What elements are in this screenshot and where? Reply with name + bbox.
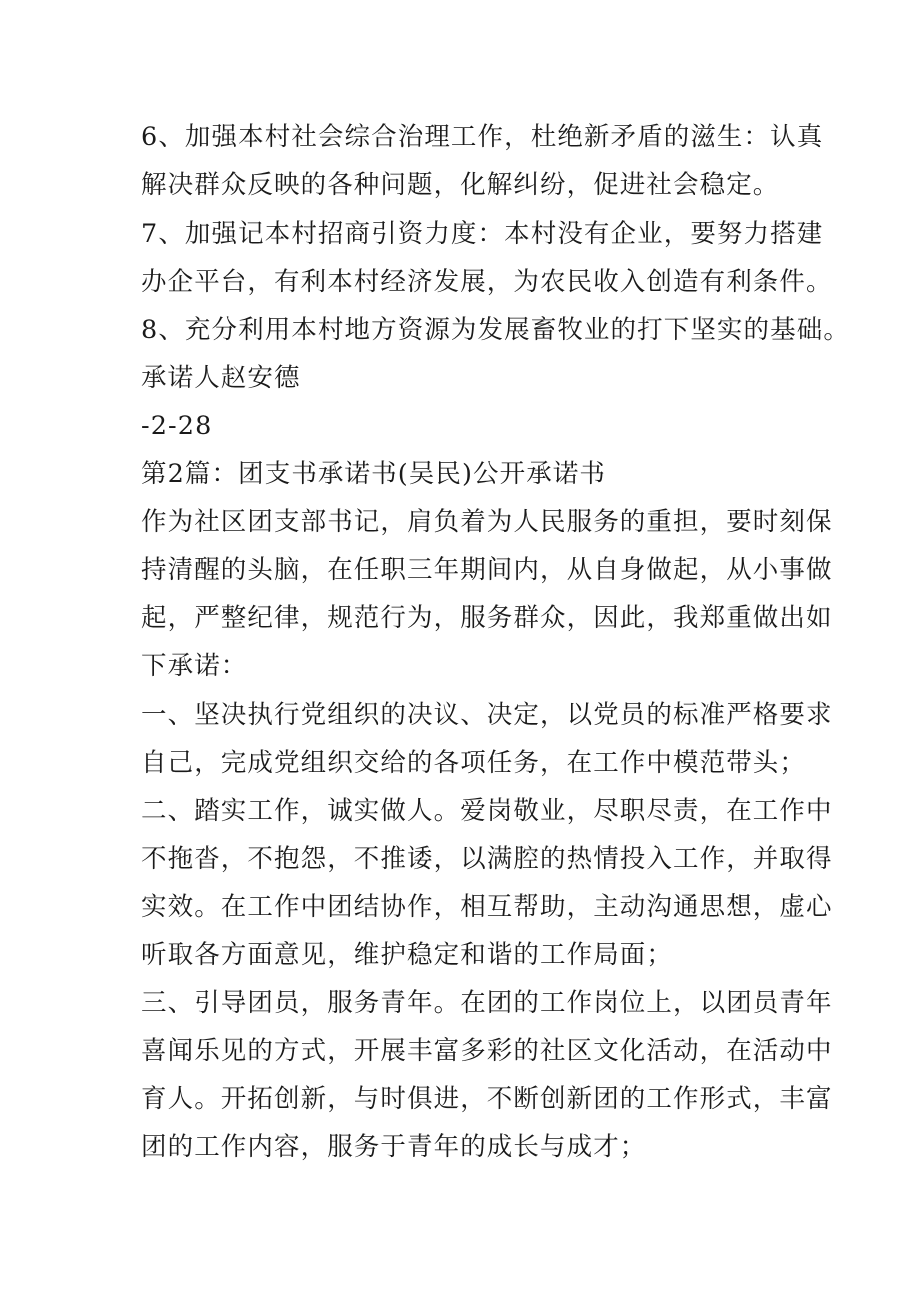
text-line: 二、踏实工作，诚实做人。爱岗敬业，尽职尽责，在工作中 (141, 796, 833, 826)
text-line: 一、坚决执行党组织的决议、决定，以党员的标准严格要求 (141, 700, 833, 730)
text-line: 7、加强记本村招商引资力度：本村没有企业，要努力搭建 (141, 219, 824, 249)
text-line: 不拖沓，不抱怨，不推诿，以满腔的热情投入工作，并取得 (141, 844, 833, 874)
signature-line: 承诺人赵安德 (141, 363, 301, 393)
text-line: 办企平台，有利本村经济发展，为农民收入创造有利条件。 (141, 267, 833, 297)
date-line: -2-28 (141, 411, 213, 441)
text-line: 育人。开拓创新，与时俱进，不断创新团的工作形式，丰富 (141, 1084, 833, 1114)
text-line: 8、充分利用本村地方资源为发展畜牧业的打下坚实的基础。 (141, 315, 850, 345)
text-line: 起，严整纪律，规范行为，服务群众，因此，我郑重做出如 (141, 603, 833, 633)
text-line: 自己，完成党组织交给的各项任务，在工作中模范带头； (141, 748, 807, 778)
text-line: 6、加强本村社会综合治理工作，杜绝新矛盾的滋生：认真 (141, 122, 824, 152)
text-line: 听取各方面意见，维护稳定和谐的工作局面； (141, 940, 674, 970)
text-line: 三、引导团员，服务青年。在团的工作岗位上，以团员青年 (141, 988, 833, 1018)
section-heading: 第2篇：团支书承诺书(吴民)公开承诺书 (141, 459, 607, 489)
text-line: 实效。在工作中团结协作，相互帮助，主动沟通思想，虚心 (141, 892, 833, 922)
text-line: 下承诺： (141, 651, 248, 681)
text-line: 持清醒的头脑，在任职三年期间内，从自身做起，从小事做 (141, 555, 833, 585)
text-line: 喜闻乐见的方式，开展丰富多彩的社区文化活动，在活动中 (141, 1036, 833, 1066)
text-line: 作为社区团支部书记，肩负着为人民服务的重担，要时刻保 (141, 507, 833, 537)
text-line: 团的工作内容，服务于青年的成长与成才； (141, 1132, 647, 1162)
text-line: 解决群众反映的各种问题，化解纠纷，促进社会稳定。 (141, 170, 780, 200)
